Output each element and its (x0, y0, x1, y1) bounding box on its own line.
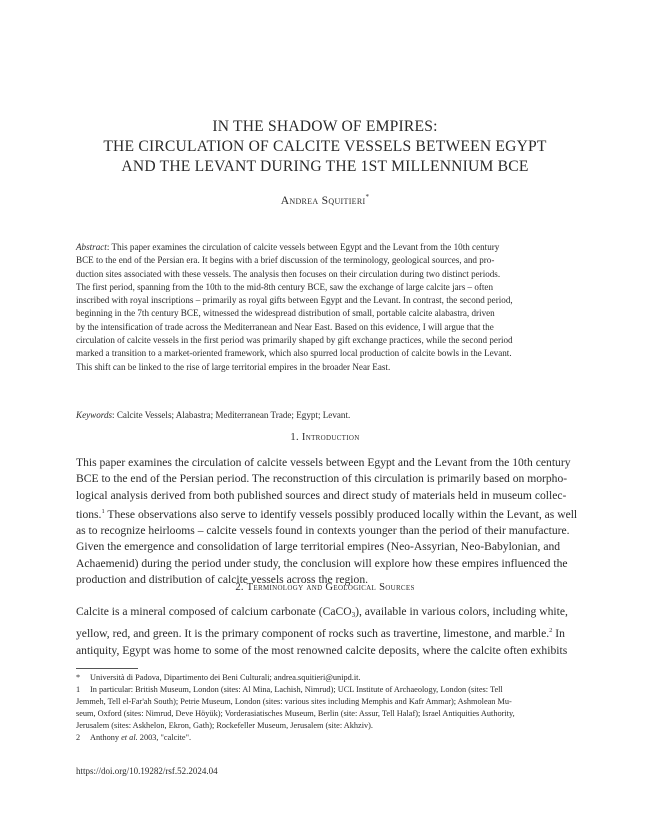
body-text: ), available in various colors, including white, (355, 605, 568, 618)
body-line: production and distribution of calcite vessels across the region. (76, 573, 369, 587)
body-line (76, 623, 576, 642)
footnote-line: Jerusalem (sites: Askhelon, Ekron, Gath); Rockefeller Museum, Jerusalem (site: Akhziv). (76, 721, 374, 730)
body-line: as to recognize heirlooms – calcite vessels found in contexts younger than the period of their manufacture. (76, 524, 570, 538)
body-text: In (552, 627, 565, 641)
abstract-line (76, 241, 576, 254)
body-line (76, 604, 576, 623)
body-line: BCE to the end of the Persian period. The reconstruction of this circulation is primarily based on morpho- (76, 472, 568, 486)
body-line: antiquity, Egypt was home to some of the most renowned calcite deposits, where the calcite often exhibits (76, 643, 568, 657)
title-line: THE CIRCULATION OF CALCITE VESSELS BETWEEN EGYPT (103, 138, 547, 155)
body-text: tions. (76, 507, 102, 521)
body-text: yellow, red, and green. It is the primary component of rocks such as travertine, limestone, and marble. (76, 627, 550, 641)
keywords (76, 409, 576, 422)
footnote-text: Università di Padova, Dipartimento dei Beni Culturali; andrea.squitieri@unipd.it. (90, 673, 361, 682)
abstract-line: beginning in the 7th century BCE, witnessed the widespread distribution of small, portable calcite alabastra, driven (76, 308, 495, 319)
abstract-text: : This paper examines the circulation of calcite vessels between Egypt and the Levant from the 10th century (106, 242, 500, 252)
abstract-line: This shift can be linked to the rise of large territorial empires in the broader Near East. (76, 361, 391, 372)
footnote-text: In particular: British Museum, London (sites: Al Mina, Lachish, Nimrud); UCL Institute of Archaeology, London (sites: Tell (90, 685, 503, 694)
introduction-paragraph (76, 455, 576, 588)
section-heading-terminology: 2. Terminology and Geological Sources (235, 582, 415, 593)
footnotes (76, 672, 576, 744)
footnote-line: Jemmeh, Tell el-Far'ah South); Petrie Museum, London (sites: various sites including Memphis and Kafr Ammar); Ashmolean Mu- (76, 697, 512, 706)
body-line (76, 504, 576, 523)
abstract-line: BCE to the end of the Persian era. It begins with a brief discussion of the terminology, geological sources, and pro- (76, 255, 495, 266)
article-title (40, 117, 610, 177)
footnote-ref-2[interactable]: 2 (549, 627, 553, 635)
author-text: Andrea Squitieri (280, 194, 366, 207)
section-heading-introduction: 1. Introduction (290, 432, 360, 443)
footnote-text: et al. (121, 733, 138, 742)
footnote-mark: 1 (76, 685, 81, 694)
abstract-line: circulation of calcite vessels in the first period was primarily shaped by gift exchange practices, while the second period (76, 335, 513, 346)
title-line: IN THE SHADOW OF EMPIRES: (212, 118, 438, 135)
footnote-mark: 2 (76, 733, 81, 742)
abstract-line: duction sites associated with these vessels. The analysis then focuses on their circulation during two distinct periods. (76, 268, 501, 279)
doi-link[interactable]: https://doi.org/10.19282/rsf.52.2024.04 (76, 766, 218, 776)
abstract-line: The first period, spanning from the 10th to the mid-8th century BCE, saw the exchange of large calcite jars – often (76, 281, 494, 292)
body-line: This paper examines the circulation of calcite vessels between Egypt and the Levant from the 10th century (76, 456, 571, 469)
body-line: Given the emergence and consolidation of large territorial empires (Neo-Assyrian, Neo-Babylonian, and (76, 540, 561, 554)
terminology-paragraph (76, 604, 576, 659)
footnote-ref-1[interactable]: 1 (101, 507, 105, 515)
keywords-label: Keywords (76, 410, 113, 420)
subscript-3: 3 (351, 611, 356, 619)
abstract-line: marked a transition to a market-oriented framework, which also spurred local production of calcite bowls in the Levant. (76, 348, 512, 359)
footnote-star (76, 672, 576, 684)
body-text: These observations also serve to identify vessels possibly produced locally within the Levant, as well (104, 507, 578, 521)
title-line: AND THE LEVANT DURING THE 1ST MILLENNIUM BCE (121, 158, 529, 175)
author-name (0, 193, 650, 207)
abstract-line: inscribed with royal inscriptions – primarily as royal gifts between Egypt and the Levant. In contrast, the second period, (76, 295, 513, 306)
body-line: Achaemenid) during the period under study, the conclusion will explore how these empires influenced the (76, 556, 568, 570)
footnote-text: Anthony (90, 733, 122, 742)
footnote-mark: * (76, 673, 81, 682)
footnote-line: seum, Oxford (sites: Nimrud, Deve Höyük); Vorderasiatisches Museum, Berlin (site: Assur, Tell Halaf); Israel Antiquities Authority, (76, 709, 515, 718)
body-line: logical analysis derived from both published sources and direct study of materials held in museum collec- (76, 488, 567, 502)
keywords-text: : Calcite Vessels; Alabastra; Mediterranean Trade; Egypt; Levant. (112, 410, 351, 420)
footnote-text: 2003, "calcite". (137, 733, 192, 742)
abstract-line: by the intensification of trade across the Mediterranean and Near East. Based on this evidence, I will argue that the (76, 321, 494, 332)
abstract-label: Abstract (76, 242, 107, 252)
footnote-2 (76, 732, 576, 744)
author-footnote-mark: * (365, 193, 370, 201)
footnote-1 (76, 684, 576, 696)
body-text: Calcite is a mineral composed of calcium carbonate (CaCO (76, 605, 352, 618)
footnote-divider (76, 668, 138, 669)
abstract (76, 241, 576, 374)
keywords-line (76, 409, 576, 422)
